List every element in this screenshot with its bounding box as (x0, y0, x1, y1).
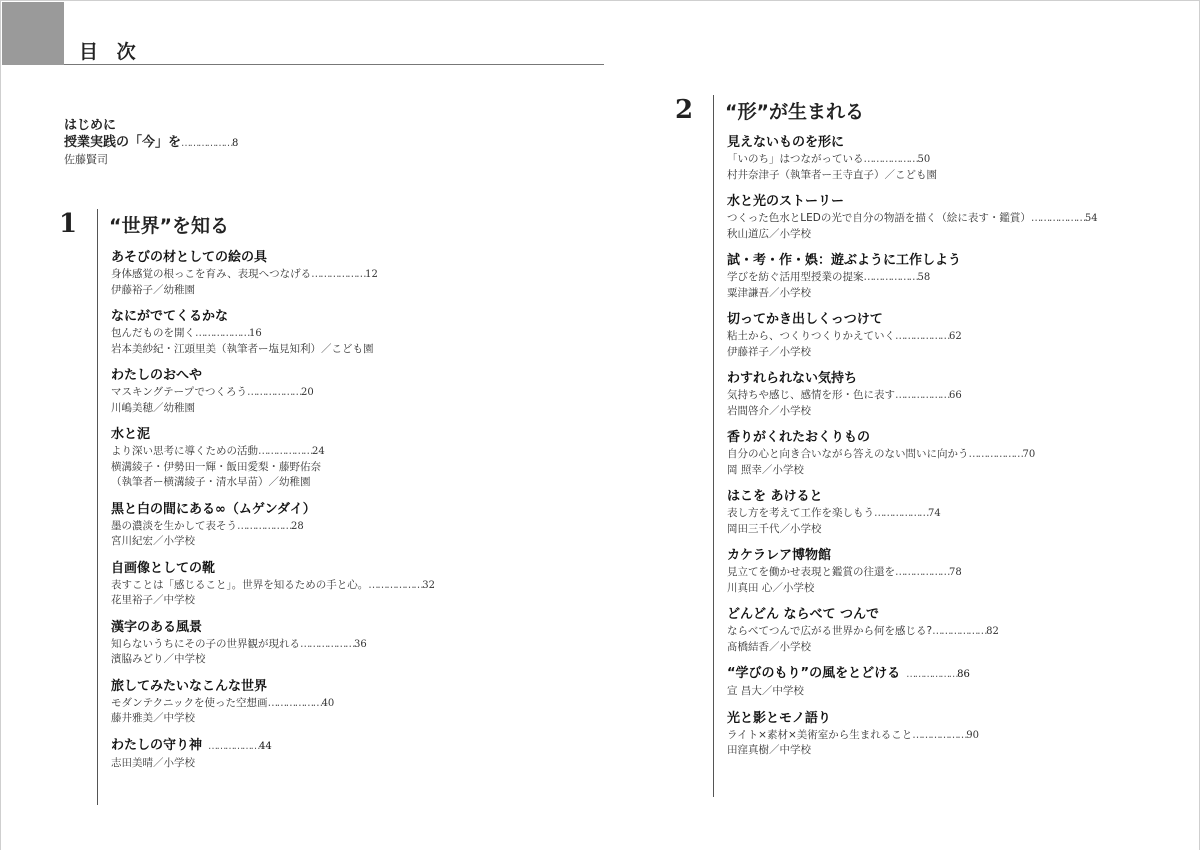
entry-dots: ……………… (874, 507, 928, 519)
entry-page: 16 (249, 328, 262, 339)
entry-subtitle: 気持ちや感じ、感情を形・色に表す (727, 389, 895, 401)
entry-dots: ……………… (300, 637, 354, 650)
entry-title: カケラレア博物館 (727, 548, 832, 563)
entry-title-line (727, 488, 1098, 506)
entry-author: 志田美晴／小学校 (111, 756, 195, 769)
entry-title: どんどん ならべて つんで (727, 607, 880, 622)
entry-dots: ……………… (863, 153, 918, 165)
toc-entry (727, 311, 1098, 360)
entry-subtitle-line (727, 152, 1098, 168)
entry-title: 水と泥 (111, 427, 151, 442)
toc-entry (111, 426, 435, 491)
entry-subtitle: 墨の濃淡を生かして表そう (111, 519, 237, 532)
toc-entry (111, 619, 435, 668)
entry-author: 伊藤裕子／幼稚園 (111, 283, 195, 296)
entry-author: 宮川紀宏／小学校 (111, 535, 195, 547)
entry-dots: ……………… (1030, 212, 1085, 224)
entry-author: 横溝綾子・伊勢田一輝・飯田愛梨・藤野佑奈 (111, 460, 321, 473)
entry-subtitle-line (727, 506, 1098, 522)
entry-title-line (727, 606, 1098, 624)
entry-dots: ……………… (267, 696, 322, 709)
toc-entry (727, 665, 1098, 700)
entry-title-line (111, 501, 435, 519)
entry-page: 70 (1022, 449, 1036, 460)
entry-subtitle-line (727, 565, 1098, 581)
chapter-1-bar (97, 209, 98, 805)
entry-subtitle-line (727, 329, 1098, 345)
entry-title: 光と影とモノ語り (727, 710, 831, 726)
entry-title: 黒と白の間にある∞（ムゲンダイ） (111, 501, 316, 517)
entry-subtitle-line (727, 447, 1098, 463)
entry-title-line (111, 426, 435, 444)
entry-subtitle-line (111, 519, 435, 535)
entry-title-line (727, 193, 1098, 211)
entry-author: 濱脇みどり／中学校 (111, 653, 206, 665)
toc-entry (727, 134, 1098, 183)
entry-title: わたしのおへや (111, 368, 203, 383)
toc-entry (111, 560, 435, 609)
entry-author: 藤井雅美／中学校 (111, 712, 195, 724)
entry-page: 28 (291, 520, 304, 532)
entry-author: 岡田三千代／小学校 (727, 522, 822, 535)
entry-dots: ……………… (246, 386, 301, 398)
entry-subtitle: 表し方を考えて工作を楽しもう (727, 507, 874, 519)
entry-page: 32 (422, 579, 435, 591)
entry-author: 岩本美紗紀・江頭里美（執筆者ー塩見知利）／こども園 (111, 342, 374, 355)
entry-subtitle-line (727, 388, 1098, 404)
entry-subtitle: 見立てを働かせ表現と鑑賞の往還を (727, 566, 895, 578)
entry-dots: ……………… (368, 578, 423, 591)
entry-author: 岩間啓介／小学校 (727, 404, 811, 417)
entry-dots: ……………… (195, 327, 249, 339)
entry-author: 村井奈津子（執筆者ー王寺直子）／こども園 (727, 168, 937, 181)
entry-dots: ……………… (237, 519, 291, 532)
entry-page: 62 (949, 331, 962, 342)
entry-dots: ……………… (932, 625, 987, 637)
entry-title-line (727, 134, 1098, 152)
entry-dots: ……………… (863, 271, 918, 283)
entry-title-line (727, 665, 1098, 684)
entry-author: 田窪真樹／中学校 (727, 744, 811, 756)
entry-subtitle-line (111, 444, 435, 460)
entry-page: 58 (917, 272, 931, 283)
entry-page: 78 (949, 567, 962, 578)
chapter-1-title: “世界”を知る (109, 215, 229, 237)
entry-title-line (111, 249, 435, 267)
entry-title: “学びのもり”の風をとどける (727, 666, 901, 681)
entry-page: 50 (917, 154, 931, 165)
entry-subtitle: 知らないうちにその子の世界観が現れる (111, 637, 300, 650)
entry-title-line (111, 308, 435, 326)
page-title: 目 次 (79, 41, 142, 63)
entry-author: 岡 照幸／小学校 (727, 463, 804, 476)
entry-subtitle: 表すことは「感じること」。世界を知るための手と心。 (111, 578, 369, 591)
entry-page: 74 (928, 508, 941, 519)
entry-title-line (727, 252, 1098, 270)
entry-subtitle: ならべてつんで広がる世界から何を感じる? (727, 625, 933, 637)
entry-title: 切ってかき出しくっつけて (727, 312, 883, 327)
entry-title-line (727, 547, 1098, 565)
entry-author: 粟津謙吾／小学校 (727, 286, 811, 299)
toc-entry (111, 501, 435, 550)
entry-dots: ……………… (208, 740, 260, 752)
entry-subtitle: より深い思考に導くための活動 (111, 445, 258, 457)
entry-dots: ……………… (912, 728, 967, 741)
entry-page: 82 (986, 626, 999, 637)
intro-author: 佐藤賢司 (64, 153, 108, 166)
entry-author: 花里裕子／中学校 (111, 594, 195, 606)
entry-author: 伊藤祥子／小学校 (727, 345, 811, 358)
entry-title: 水と光のストーリー (727, 194, 845, 209)
header-rule (64, 64, 604, 65)
entry-page: 24 (312, 446, 325, 457)
entry-dots: ……………… (895, 566, 949, 578)
entry-dots: ……………… (895, 389, 949, 401)
toc-entry (727, 193, 1098, 242)
entry-subtitle-line (111, 326, 435, 342)
entry-subtitle: 学びを紡ぐ活用型授業の提案 (727, 271, 864, 283)
entry-page: 20 (300, 387, 314, 398)
entry-author: 秋山道広／小学校 (727, 227, 811, 240)
toc-entry (727, 547, 1098, 596)
entry-title: 自画像としての靴 (111, 560, 216, 576)
entry-author: 川嶋美穂／幼稚園 (111, 401, 195, 414)
entry-author: 髙橋結香／小学校 (727, 640, 811, 653)
entry-author: （執筆者ー横溝綾子・清水早苗）／幼稚園 (111, 476, 311, 488)
entry-title-line (727, 370, 1098, 388)
toc-entry (727, 710, 1098, 759)
entry-dots: ……………… (258, 445, 312, 457)
entry-page: 86 (957, 669, 970, 680)
entry-title: 旅してみたいなこんな世界 (111, 678, 268, 694)
entry-subtitle-line (727, 211, 1098, 227)
entry-subtitle: つくった色水とLEDの光で自分の物語を描く（絵に表す・鑑賞） (727, 212, 1031, 224)
entry-page: 12 (365, 269, 378, 280)
chapter-2-title: “形”が生まれる (725, 101, 864, 123)
entry-author: 宣 昌大／中学校 (727, 685, 804, 697)
intro-page: 8 (232, 138, 239, 149)
toc-entry (111, 308, 435, 357)
entry-title: はこを あけると (727, 489, 823, 504)
entry-subtitle: 包んだものを開く (111, 327, 195, 339)
intro-heading: はじめに (64, 118, 117, 133)
entry-subtitle-line (111, 267, 435, 283)
entry-subtitle: 「いのち」はつながっている (727, 153, 864, 165)
entry-title: 漢字のある風景 (111, 619, 203, 635)
entry-subtitle-line (727, 728, 1098, 744)
entry-title: わたしの守り神 (111, 737, 203, 753)
entry-title: 見えないものを形に (727, 135, 845, 150)
entry-title-line (727, 311, 1098, 329)
entry-page: 54 (1084, 213, 1098, 224)
entry-page: 90 (966, 729, 980, 741)
entry-subtitle-line (111, 696, 435, 712)
header-gray-block (2, 2, 64, 65)
entry-title-line (111, 737, 435, 756)
intro-dots: ……………… (181, 138, 233, 149)
entry-title: あそびの材としての絵の具 (111, 250, 268, 265)
toc-entry (111, 737, 435, 772)
entry-subtitle-line (111, 578, 435, 594)
toc-entry (111, 678, 435, 727)
toc-entry (111, 367, 435, 416)
toc-entry (727, 488, 1098, 537)
entry-subtitle: マスキングテープでつくろう (111, 386, 247, 398)
entry-subtitle: ライト×素材×美術室から生まれること (727, 728, 913, 741)
toc-entry (727, 370, 1098, 419)
chapter-1-number: 1 (59, 209, 78, 239)
entry-title-line (111, 678, 435, 696)
chapter-2-entries (727, 134, 1098, 769)
intro-section (64, 117, 238, 168)
entry-title-line (727, 429, 1098, 447)
entry-subtitle: モダンテクニックを使った空想画 (111, 696, 268, 709)
entry-page: 44 (259, 740, 272, 752)
entry-title: なにがでてくるかな (111, 309, 229, 324)
entry-title-line (111, 619, 435, 637)
entry-dots: ……………… (311, 268, 366, 280)
entry-author: 川真田 心／小学校 (727, 581, 815, 594)
entry-subtitle-line (727, 624, 1098, 640)
intro-subtitle: 授業実践の「今」を (64, 135, 182, 150)
entry-title-line (111, 367, 435, 385)
entry-subtitle-line (111, 637, 435, 653)
toc-entry (727, 606, 1098, 655)
entry-title: わすれられない気持ち (727, 371, 858, 386)
entry-subtitle-line (727, 270, 1098, 286)
entry-title-line (111, 560, 435, 578)
entry-dots: ……………… (906, 669, 958, 680)
entry-subtitle-line (111, 385, 435, 401)
chapter-1-entries (111, 249, 435, 781)
entry-subtitle: 粘土から、つくりつくりかえていく (727, 330, 895, 342)
toc-entry (727, 429, 1098, 478)
chapter-2-number: 2 (675, 95, 694, 125)
entry-page: 36 (354, 638, 367, 650)
entry-page: 40 (321, 697, 335, 709)
entry-title-line (727, 710, 1098, 728)
entry-dots: ……………… (968, 448, 1023, 460)
entry-dots: ……………… (895, 330, 949, 342)
intro-subtitle-line (64, 134, 238, 152)
toc-entry (727, 252, 1098, 301)
entry-subtitle: 自分の心と向き合いながら答えのない問いに向かう (727, 448, 969, 460)
entry-subtitle: 身体感覚の根っこを育み、表現へつなげる (111, 268, 312, 280)
entry-page: 66 (949, 390, 962, 401)
chapter-2-bar (713, 95, 714, 797)
entry-title: 香りがくれたおくりもの (727, 430, 871, 445)
toc-entry (111, 249, 435, 298)
entry-title: 試・考・作・娯：遊ぶように工作しよう (727, 253, 962, 268)
